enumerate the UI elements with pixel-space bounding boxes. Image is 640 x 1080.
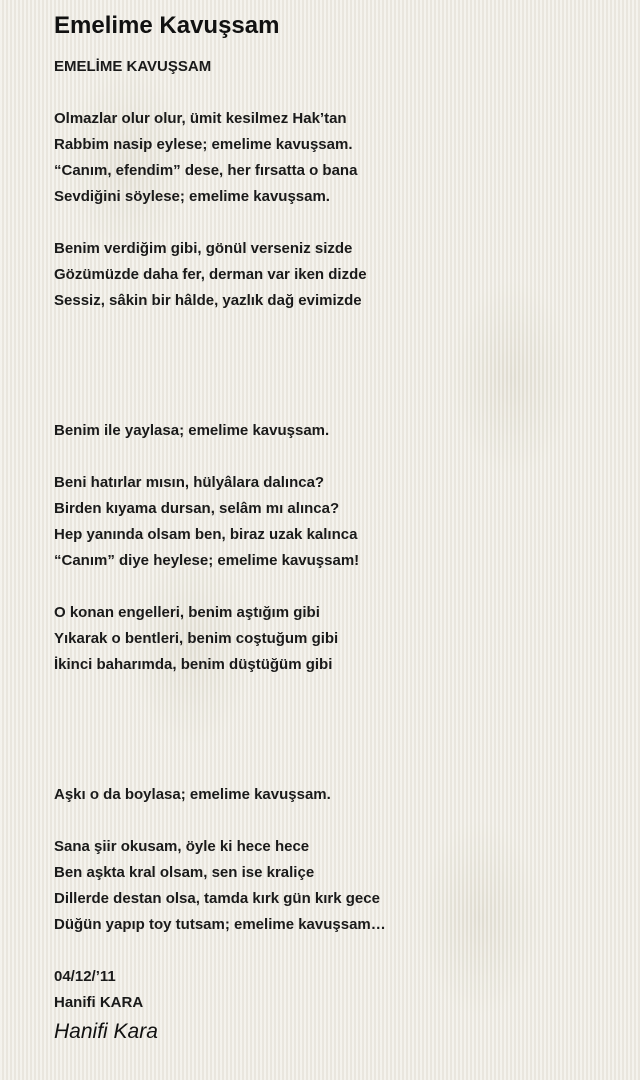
- poem-line: Birden kıyama dursan, selâm mı alınca?: [54, 500, 340, 517]
- poem-line: Beni hatırlar mısın, hülyâlara dalınca?: [54, 474, 325, 491]
- poem-line: Benim ile yaylasa; emelime kavuşsam.: [54, 422, 330, 439]
- poem-blank-line: [54, 808, 386, 834]
- poem-line: Sevdiğini söylese; emelime kavuşsam.: [54, 188, 330, 205]
- poem-line: Sessiz, sâkin bir hâlde, yazlık dağ evimizde: [54, 292, 362, 309]
- poem-line: “Canım, efendim” dese, her fırsatta o bana: [54, 162, 358, 179]
- poem-blank-line: [54, 210, 386, 236]
- poem-blank-line: [54, 678, 386, 704]
- poem-line: “Canım” diye heylese; emelime kavuşsam!: [54, 552, 360, 569]
- poem-line: O konan engelleri, benim aştığım gibi: [54, 604, 320, 621]
- poem-line: EMELİME KAVUŞSAM: [54, 58, 212, 75]
- poem-line: Rabbim nasip eylese; emelime kavuşsam.: [54, 136, 353, 153]
- poem-blank-line: [54, 366, 386, 392]
- poem-line: Yıkarak o bentleri, benim coştuğum gibi: [54, 630, 339, 647]
- poem-line: Hanifi KARA: [54, 994, 144, 1011]
- poem-title: Emelime Kavuşsam: [54, 12, 280, 39]
- poem-blank-line: [54, 340, 386, 366]
- poem-line: Dillerde destan olsa, tamda kırk gün kırk gece: [54, 890, 380, 907]
- poem-blank-line: [54, 444, 386, 470]
- poem-blank-line: [54, 574, 386, 600]
- poem-blank-line: [54, 730, 386, 756]
- poem-line: 04/12/’11: [54, 968, 116, 985]
- poem-blank-line: [54, 314, 386, 340]
- poem-line: Gözümüzde daha fer, derman var iken dizde: [54, 266, 367, 283]
- poem-line: Olmazlar olur olur, ümit kesilmez Hak’tan: [54, 110, 347, 127]
- poem-line: Hep yanında olsam ben, biraz uzak kalınca: [54, 526, 358, 543]
- poem-line: Ben aşkta kral olsam, sen ise kraliçe: [54, 864, 315, 881]
- poem-author-signature: Hanifi Kara: [54, 1020, 158, 1043]
- poem-blank-line: [54, 392, 386, 418]
- poem-blank-line: [54, 938, 386, 964]
- poem-line: Sana şiir okusam, öyle ki hece hece: [54, 838, 310, 855]
- poem-body: [54, 54, 386, 1016]
- poem-blank-line: [54, 704, 386, 730]
- poem-line: İkinci baharımda, benim düştüğüm gibi: [54, 656, 333, 673]
- poem-blank-line: [54, 80, 386, 106]
- poem-line: Düğün yapıp toy tutsam; emelime kavuşsam…: [54, 916, 386, 933]
- poem-line: Aşkı o da boylasa; emelime kavuşsam.: [54, 786, 331, 803]
- poem-blank-line: [54, 756, 386, 782]
- poem-line: Benim verdiğim gibi, gönül verseniz sizde: [54, 240, 353, 257]
